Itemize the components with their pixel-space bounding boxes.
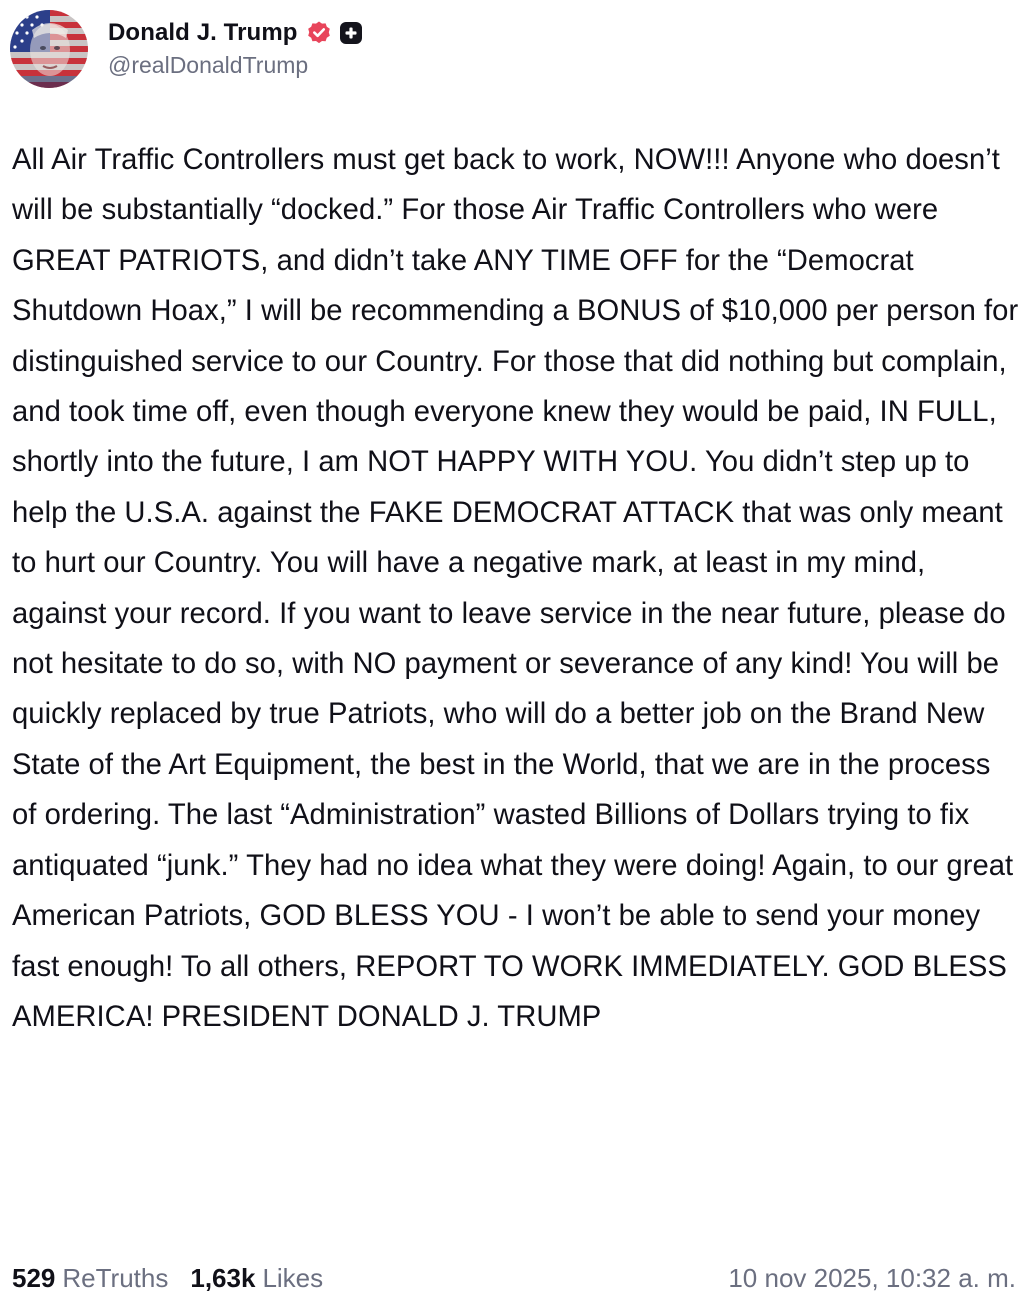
retruths-label: ReTruths — [62, 1262, 169, 1293]
verified-badge-icon — [306, 20, 332, 46]
post-footer — [12, 1258, 1016, 1298]
author-identity — [108, 18, 362, 79]
plus-badge-icon — [340, 22, 362, 44]
post-body-text: All Air Traffic Controllers must get back to work, NOW!!! Anyone who doesn’t will be substantially “docked.” For those Air Traffic Controllers who were GREAT PATRIOTS, and didn’t take ANY TIME OFF for the “Democrat Shutdown Hoax,” I will be recommending a BONUS of $10,000 per person for distinguished service to our Country. For those that did nothing but complain, and took time off, even though everyone knew they would be paid, IN FULL, shortly into the future, I am NOT HAPPY WITH YOU. You didn’t step up to help the U.S.A. against the FAKE DEMOCRAT ATTACK that was only meant to hurt our Country. You will have a negative mark, at least in my mind, against your record. If you want to leave service in the near future, please do not hesitate to do so, with NO payment or severance of any kind! You will be quickly replaced by true Patriots, who will do a better job on the Brand New State of the Art Equipment, the best in the World, that we are in the process of ordering. The last “Administration” wasted Billions of Dollars trying to fix antiquated “junk.” They had no idea what they were doing! Again, to our great American Patriots, GOD BLESS YOU - I won’t be able to send your money fast enough! To all others, REPORT TO WORK IMMEDIATELY. GOD BLESS AMERICA! PRESIDENT DONALD J. TRUMP — [12, 144, 1027, 1033]
post-header — [10, 10, 362, 88]
author-display-name[interactable]: Donald J. Trump — [108, 19, 298, 46]
author-handle[interactable]: @realDonaldTrump — [108, 52, 309, 78]
likes-label: Likes — [262, 1262, 324, 1293]
avatar[interactable] — [10, 10, 88, 88]
likes-count: 1,63k — [190, 1262, 256, 1293]
likes-stat[interactable] — [190, 1263, 323, 1294]
name-row — [108, 18, 362, 48]
avatar-flag-portrait — [10, 10, 88, 88]
retruths-count: 529 — [12, 1262, 56, 1293]
post-timestamp[interactable]: 10 nov 2025, 10:32 a. m. — [728, 1262, 1016, 1293]
retruths-stat[interactable] — [12, 1263, 168, 1294]
